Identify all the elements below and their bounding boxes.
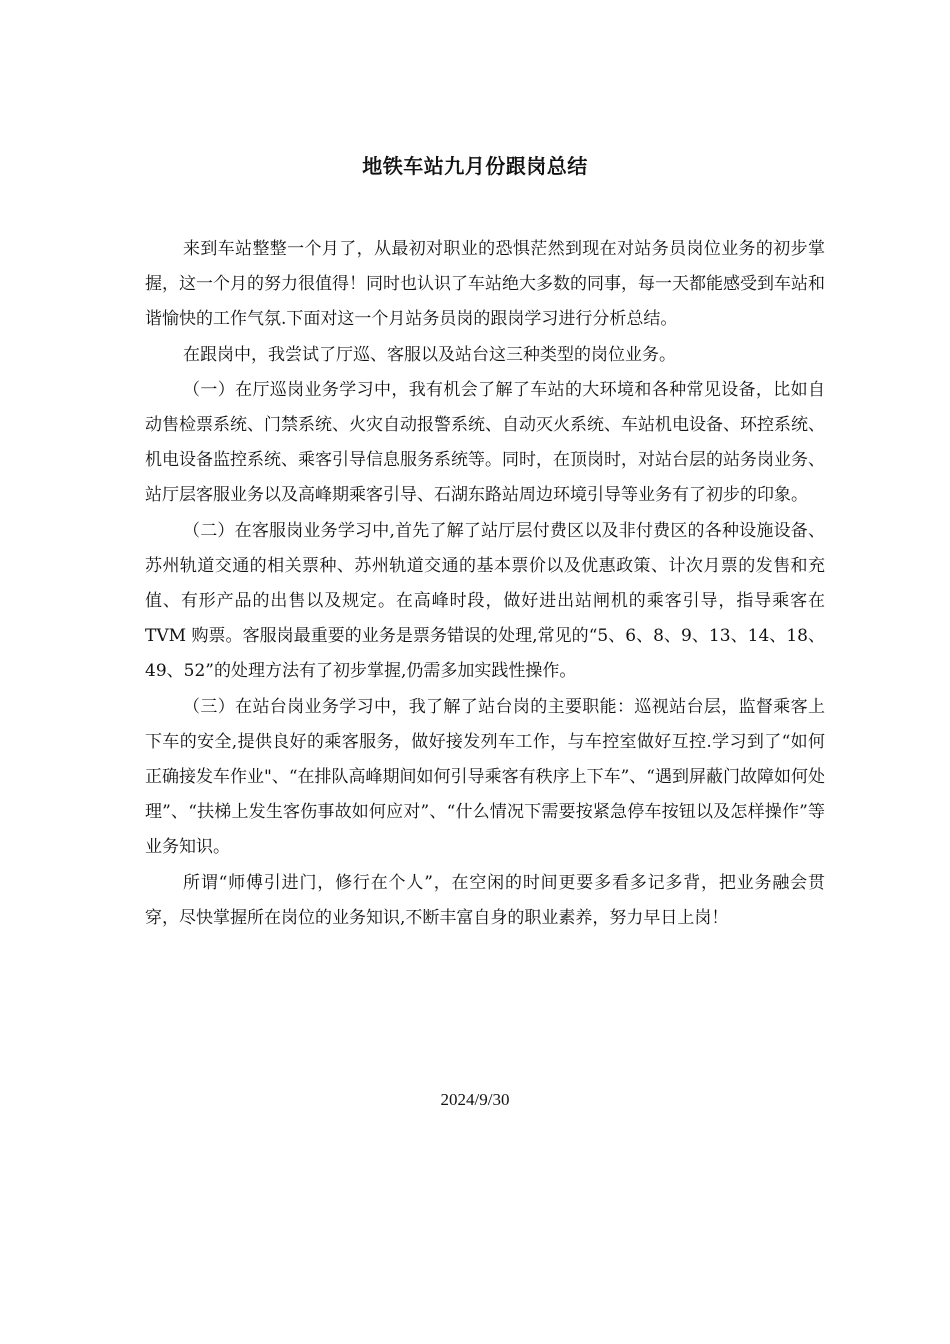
paragraph-intro: 来到车站整整一个月了，从最初对职业的恐惧茫然到现在对站务员岗位业务的初步掌握，这一个月的努力很值得！同时也认识了车站绝大多数的同事，每一天都能感受到车站和谐愉快的工作气氛.下面对这一个月站务员岗的跟岗学习进行分析总结。 — [145, 239, 825, 330]
paragraph-conclusion: 所谓“师傅引进门，修行在个人”，在空闲的时间更要多看多记多背，把业务融会贯穿，尽快掌握所在岗位的业务知识,不断丰富自身的职业素养，努力早日上岗！ — [145, 872, 825, 928]
paragraph-hall-patrol: （一）在厅巡岗业务学习中，我有机会了解了车站的大环境和各种常见设备，比如自动售检票系统、门禁系统、火灾自动报警系统、自动灭火系统、车站机电设备、环控系统、机电设备监控系统、乘客引导信息服务系统等。同时，在顶岗时，对站台层的站务岗业务、站厅层客服业务以及高峰期乘客引导、石湖东路站周边环境引导等业务有了初步的印象。 — [145, 379, 825, 506]
paragraph-customer-service: （二）在客服岗业务学习中,首先了解了站厅层付费区以及非付费区的各种设施设备、苏州轨道交通的相关票种、苏州轨道交通的基本票价以及优惠政策、计次月票的发售和充值、有形产品的出售以及规定。在高峰时段，做好进出站闸机的乘客引导，指导乘客在 TVM 购票。客服岗最重要的业务是票务错误的处理,常见的“5、6、8、9、13、14、18、49、52”的处理方法有了初步掌握,仍需多加实践性操作。 — [145, 520, 825, 682]
paragraph-overview: 在跟岗中，我尝试了厅巡、客服以及站台这三种类型的岗位业务。 — [183, 344, 676, 365]
paragraph-platform: （三）在站台岗业务学习中，我了解了站台岗的主要职能：巡视站台层，监督乘客上下车的安全,提供良好的乘客服务，做好接发列车工作，与车控室做好互控.学习到了“如何正确接发车作业"、“在排队高峰期间如何引导乘客有秩序上下车”、“遇到屏蔽门故障如何处理”、“扶梯上发生客伤事故如何应对”、“什么情况下需要按紧急停车按钮以及怎样操作”等业务知识。 — [145, 696, 825, 858]
document-title: 地铁车站九月份跟岗总结 — [362, 154, 588, 178]
document-body — [145, 232, 825, 936]
document-date: 2024/9/30 — [440, 1090, 510, 1109]
